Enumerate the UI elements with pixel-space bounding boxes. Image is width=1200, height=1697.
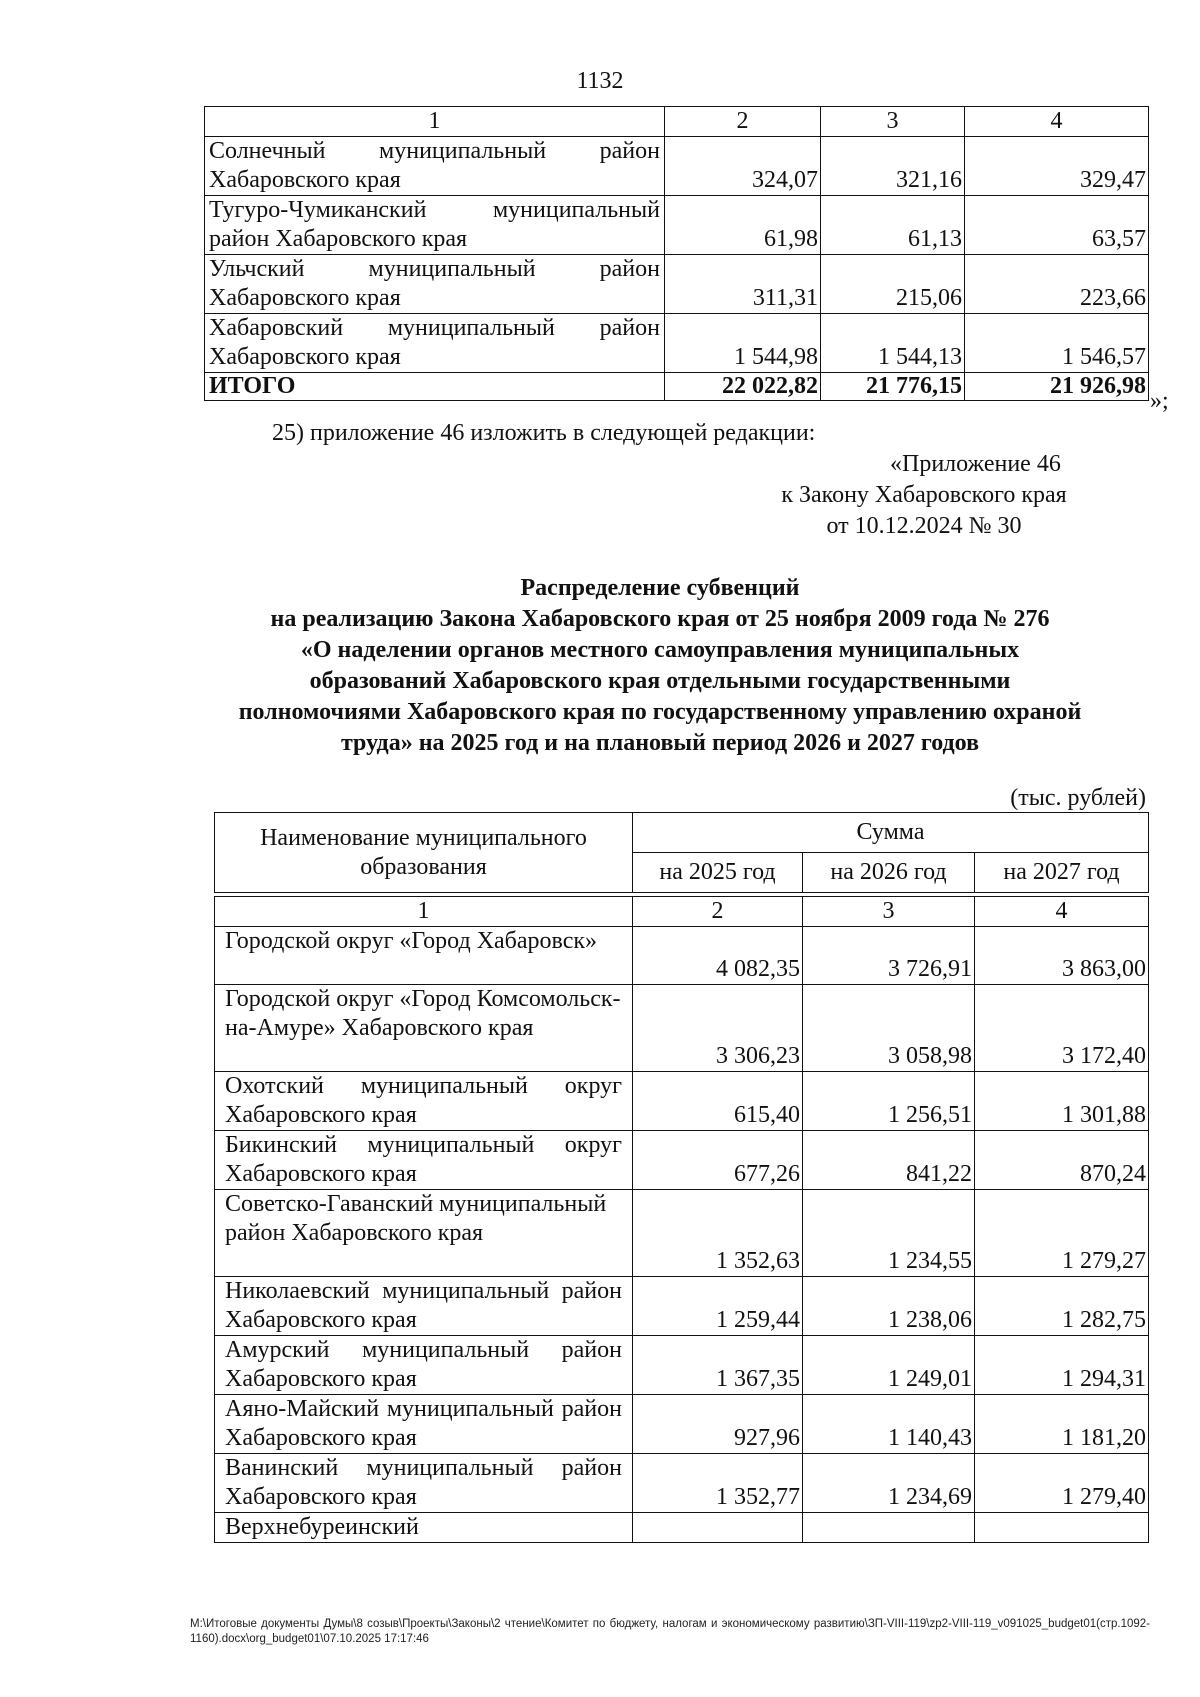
value-2027: 3 172,40 [975, 985, 1149, 1072]
header-municipality: Наименование муниципального образования [215, 813, 633, 893]
municipality-name: Тугуро-Чумиканский муниципальный район Хабаровского края [205, 196, 665, 255]
value-2026: 321,16 [821, 137, 965, 196]
value-2027: 329,47 [965, 137, 1149, 196]
value-2026: 1 234,55 [803, 1190, 975, 1277]
value-2025: 61,98 [665, 196, 821, 255]
file-path-footer: М:\Итоговые документы Думы\8 созыв\Проекты\Законы\2 чтение\Комитет по бюджету, налогам и экономическому развитию\ЗП-VIII-119\zp2-VIII-119_v091025_budget01(стр.1092-1160).docx\org_budget01\07.10.2025 17:17:46 [190, 1618, 1150, 1645]
title-line: труда» на 2025 год и на плановый период 2026 и 2027 годов [340, 730, 980, 756]
table-row [205, 196, 1149, 255]
header-2027: на 2027 год [975, 853, 1149, 893]
column-number: 2 [665, 107, 821, 137]
title-line: «О наделении органов местного самоуправления муниципальных [300, 637, 1020, 663]
total-2027: 21 926,98 [965, 373, 1149, 401]
municipality-name: Ульчский муниципальный район Хабаровского края [205, 255, 665, 314]
municipality-name: Николаевский муниципальный район Хабаровского края [215, 1277, 633, 1336]
value-2026: 61,13 [821, 196, 965, 255]
municipality-name: Городской округ «Город Комсомольск-на-Амуре» Хабаровского края [215, 985, 633, 1072]
table-row [205, 314, 1149, 373]
value-2026: 1 140,43 [803, 1395, 975, 1454]
appendix-line: от 10.12.2024 № 30 [826, 513, 1022, 539]
value-2027: 1 546,57 [965, 314, 1149, 373]
value-2026: 1 544,13 [821, 314, 965, 373]
value-2027: 1 181,20 [975, 1395, 1149, 1454]
table-row [205, 255, 1149, 314]
column-number: 3 [821, 107, 965, 137]
page-number: 1132 [576, 68, 624, 94]
municipality-name: Советско-Гаванский муниципальный район Хабаровского края [215, 1190, 633, 1277]
municipality-name: Городской округ «Город Хабаровск» [215, 927, 633, 985]
value-2025: 311,31 [665, 255, 821, 314]
value-2027: 3 863,00 [975, 927, 1149, 985]
value-2027: 1 301,88 [975, 1072, 1149, 1131]
table-row [215, 1513, 1149, 1543]
municipality-name: Верхнебуреинский [215, 1513, 633, 1543]
municipality-name: Амурский муниципальный район Хабаровского края [215, 1336, 633, 1395]
total-row [205, 373, 1149, 401]
value-2026: 1 238,06 [803, 1277, 975, 1336]
value-2025 [633, 1513, 803, 1543]
value-2027: 1 282,75 [975, 1277, 1149, 1336]
value-2026: 1 249,01 [803, 1336, 975, 1395]
value-2027 [975, 1513, 1149, 1543]
value-2026: 1 256,51 [803, 1072, 975, 1131]
municipality-name: Солнечный муниципальный район Хабаровского края [205, 137, 665, 196]
table-row [215, 1190, 1149, 1277]
value-2025: 1 367,35 [633, 1336, 803, 1395]
column-number: 3 [803, 897, 975, 927]
municipality-name: Хабаровский муниципальный район Хабаровского края [205, 314, 665, 373]
column-number: 4 [975, 897, 1149, 927]
value-2026: 1 234,69 [803, 1454, 975, 1513]
value-2026: 215,06 [821, 255, 965, 314]
value-2027: 223,66 [965, 255, 1149, 314]
total-2026: 21 776,15 [821, 373, 965, 401]
value-2025: 1 352,77 [633, 1454, 803, 1513]
total-2025: 22 022,82 [665, 373, 821, 401]
value-2025: 4 082,35 [633, 927, 803, 985]
value-2025: 1 544,98 [665, 314, 821, 373]
value-2025: 927,96 [633, 1395, 803, 1454]
municipality-name: Охотский муниципальный округ Хабаровского края [215, 1072, 633, 1131]
value-2025: 615,40 [633, 1072, 803, 1131]
value-2026 [803, 1513, 975, 1543]
value-2025: 677,26 [633, 1131, 803, 1190]
table-row [215, 1277, 1149, 1336]
table-row [215, 1131, 1149, 1190]
appendix-line: к Закону Хабаровского края [781, 482, 1067, 508]
value-2025: 324,07 [665, 137, 821, 196]
municipality-name: Бикинский муниципальный округ Хабаровского края [215, 1131, 633, 1190]
value-2027: 1 279,27 [975, 1190, 1149, 1277]
header-2026: на 2026 год [803, 853, 975, 893]
document-title [180, 573, 1140, 759]
value-2026: 3 726,91 [803, 927, 975, 985]
appendix-heading [700, 449, 1148, 542]
value-2027: 1 294,31 [975, 1336, 1149, 1395]
amendment-instruction: 25) приложение 46 изложить в следующей редакции: [272, 420, 816, 446]
value-2027: 1 279,40 [975, 1454, 1149, 1513]
table-row [215, 985, 1149, 1072]
municipality-name: Аяно-Майский муниципальный район Хабаровского края [215, 1395, 633, 1454]
title-line: полномочиями Хабаровского края по государственному управлению охраной [238, 699, 1082, 725]
budget-table-continued [204, 106, 1149, 401]
value-2026: 841,22 [803, 1131, 975, 1190]
total-label: ИТОГО [205, 373, 665, 401]
table-row [215, 1395, 1149, 1454]
title-line: Распределение субвенций [520, 575, 800, 601]
table-row [215, 1072, 1149, 1131]
value-2025: 1 352,63 [633, 1190, 803, 1277]
appendix-line: «Приложение 46 [890, 451, 1061, 477]
column-number-row [215, 897, 1149, 927]
table-row [205, 137, 1149, 196]
table-row [215, 1454, 1149, 1513]
table-header-row [215, 813, 1149, 853]
column-number: 1 [215, 897, 633, 927]
table-row [215, 927, 1149, 985]
units-label: (тыс. рублей) [1010, 785, 1146, 811]
value-2027: 870,24 [975, 1131, 1149, 1190]
closing-quote: »; [1150, 388, 1169, 414]
table-header-row [205, 107, 1149, 137]
title-line: на реализацию Закона Хабаровского края от 25 ноября 2009 года № 276 [270, 606, 1050, 632]
column-number: 1 [205, 107, 665, 137]
header-sum: Сумма [633, 813, 1149, 853]
subsidy-distribution-table [214, 812, 1149, 1543]
value-2025: 1 259,44 [633, 1277, 803, 1336]
table-row [215, 1336, 1149, 1395]
header-2025: на 2025 год [633, 853, 803, 893]
value-2027: 63,57 [965, 196, 1149, 255]
column-number: 2 [633, 897, 803, 927]
value-2025: 3 306,23 [633, 985, 803, 1072]
value-2026: 3 058,98 [803, 985, 975, 1072]
title-line: образований Хабаровского края отдельными государственными [309, 668, 1011, 694]
municipality-name: Ванинский муниципальный район Хабаровского края [215, 1454, 633, 1513]
column-number: 4 [965, 107, 1149, 137]
